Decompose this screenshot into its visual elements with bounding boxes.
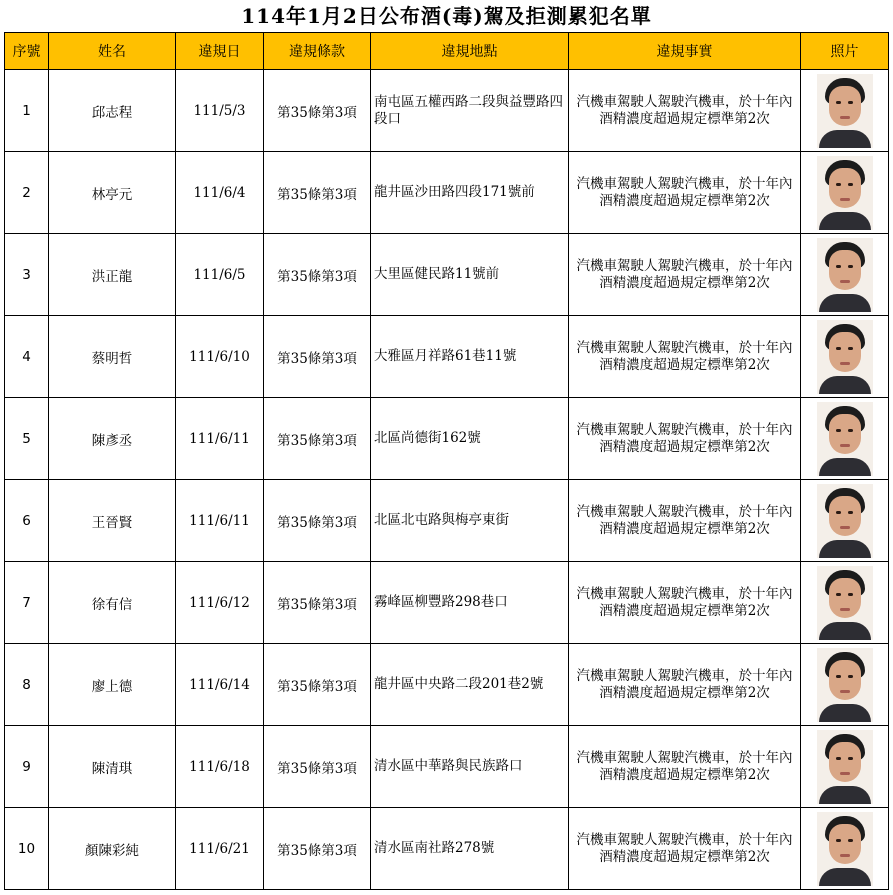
cell-date: 111/6/11 [176,480,264,562]
fact-line: 汽機車駕駛人駕駛汽機車，於十年內 [576,667,793,684]
table-row [5,70,889,152]
mugshot-photo [817,730,873,804]
cell-photo [801,398,889,480]
header-date: 違規日 [176,33,264,70]
cell-clause: 第35條第3項 [264,234,371,316]
cell-name: 廖上德 [49,644,176,726]
cell-clause: 第35條第3項 [264,480,371,562]
fact-line: 酒精濃度超過規定標準第2次 [599,274,770,291]
cell-seq: 5 [5,398,49,480]
cell-location: 大雅區月祥路61巷11號 [371,316,569,398]
cell-seq: 1 [5,70,49,152]
cell-seq: 7 [5,562,49,644]
fact-line: 酒精濃度超過規定標準第2次 [599,766,770,783]
cell-date: 111/6/21 [176,808,264,890]
cell-photo [801,726,889,808]
cell-seq: 8 [5,644,49,726]
cell-name: 徐有信 [49,562,176,644]
cell-photo [801,808,889,890]
cell-clause: 第35條第3項 [264,70,371,152]
cell-name: 蔡明哲 [49,316,176,398]
mugshot-photo [817,566,873,640]
cell-date: 111/6/18 [176,726,264,808]
cell-name: 陳清琪 [49,726,176,808]
mugshot-photo [817,484,873,558]
cell-photo [801,152,889,234]
cell-date: 111/6/10 [176,316,264,398]
cell-fact [569,70,801,152]
cell-name: 林亭元 [49,152,176,234]
cell-location: 清水區中華路與民族路口 [371,726,569,808]
mugshot-photo [817,402,873,476]
header-fact: 違規事實 [569,33,801,70]
cell-seq: 4 [5,316,49,398]
cell-location: 霧峰區柳豐路298巷口 [371,562,569,644]
cell-photo [801,234,889,316]
cell-fact [569,316,801,398]
cell-location: 大里區健民路11號前 [371,234,569,316]
cell-date: 111/6/4 [176,152,264,234]
mugshot-photo [817,320,873,394]
cell-clause: 第35條第3項 [264,152,371,234]
table-row [5,316,889,398]
cell-clause: 第35條第3項 [264,562,371,644]
cell-date: 111/5/3 [176,70,264,152]
fact-line: 汽機車駕駛人駕駛汽機車，於十年內 [576,339,793,356]
table-row [5,808,889,890]
fact-line: 汽機車駕駛人駕駛汽機車，於十年內 [576,257,793,274]
cell-seq: 2 [5,152,49,234]
cell-fact [569,562,801,644]
cell-clause: 第35條第3項 [264,316,371,398]
cell-seq: 6 [5,480,49,562]
cell-fact [569,808,801,890]
fact-line: 酒精濃度超過規定標準第2次 [599,438,770,455]
cell-photo [801,644,889,726]
mugshot-photo [817,648,873,722]
fact-line: 汽機車駕駛人駕駛汽機車，於十年內 [576,749,793,766]
table-row [5,398,889,480]
fact-line: 酒精濃度超過規定標準第2次 [599,848,770,865]
offender-table [4,32,889,890]
table-row [5,152,889,234]
cell-clause: 第35條第3項 [264,398,371,480]
mugshot-photo [817,74,873,148]
cell-name: 陳彥丞 [49,398,176,480]
mugshot-photo [817,156,873,230]
cell-photo [801,70,889,152]
table-row [5,562,889,644]
cell-name: 王晉賢 [49,480,176,562]
fact-line: 汽機車駕駛人駕駛汽機車，於十年內 [576,831,793,848]
header-seq: 序號 [5,33,49,70]
cell-fact [569,644,801,726]
cell-photo [801,316,889,398]
fact-line: 酒精濃度超過規定標準第2次 [599,192,770,209]
cell-location: 清水區南社路278號 [371,808,569,890]
fact-line: 汽機車駕駛人駕駛汽機車，於十年內 [576,585,793,602]
cell-seq: 10 [5,808,49,890]
cell-location: 龍井區中央路二段201巷2號 [371,644,569,726]
cell-name: 洪正龍 [49,234,176,316]
cell-location: 南屯區五權西路二段與益豐路四段口 [371,70,569,152]
cell-date: 111/6/14 [176,644,264,726]
fact-line: 酒精濃度超過規定標準第2次 [599,356,770,373]
cell-fact [569,152,801,234]
table-header-row [5,33,889,70]
fact-line: 汽機車駕駛人駕駛汽機車，於十年內 [576,93,793,110]
table-row [5,644,889,726]
cell-name: 邱志程 [49,70,176,152]
cell-seq: 9 [5,726,49,808]
cell-photo [801,480,889,562]
table-row [5,726,889,808]
cell-location: 北區尚德街162號 [371,398,569,480]
fact-line: 酒精濃度超過規定標準第2次 [599,602,770,619]
fact-line: 酒精濃度超過規定標準第2次 [599,110,770,127]
fact-line: 汽機車駕駛人駕駛汽機車，於十年內 [576,421,793,438]
cell-seq: 3 [5,234,49,316]
cell-clause: 第35條第3項 [264,808,371,890]
cell-location: 龍井區沙田路四段171號前 [371,152,569,234]
fact-line: 酒精濃度超過規定標準第2次 [599,684,770,701]
cell-fact [569,398,801,480]
mugshot-photo [817,238,873,312]
cell-date: 111/6/5 [176,234,264,316]
table-row [5,234,889,316]
fact-line: 酒精濃度超過規定標準第2次 [599,520,770,537]
cell-fact [569,480,801,562]
header-clause: 違規條款 [264,33,371,70]
cell-location: 北區北屯路與梅亭東街 [371,480,569,562]
cell-fact [569,234,801,316]
mugshot-photo [817,812,873,886]
cell-name: 顏陳彩純 [49,808,176,890]
header-name: 姓名 [49,33,176,70]
header-photo: 照片 [801,33,889,70]
cell-clause: 第35條第3項 [264,726,371,808]
cell-fact [569,726,801,808]
cell-clause: 第35條第3項 [264,644,371,726]
page-title: 114年1月2日公布酒(毒)駕及拒測累犯名單 [241,4,652,28]
cell-date: 111/6/12 [176,562,264,644]
cell-photo [801,562,889,644]
header-location: 違規地點 [371,33,569,70]
fact-line: 汽機車駕駛人駕駛汽機車，於十年內 [576,503,793,520]
cell-date: 111/6/11 [176,398,264,480]
table-row [5,480,889,562]
fact-line: 汽機車駕駛人駕駛汽機車，於十年內 [576,175,793,192]
